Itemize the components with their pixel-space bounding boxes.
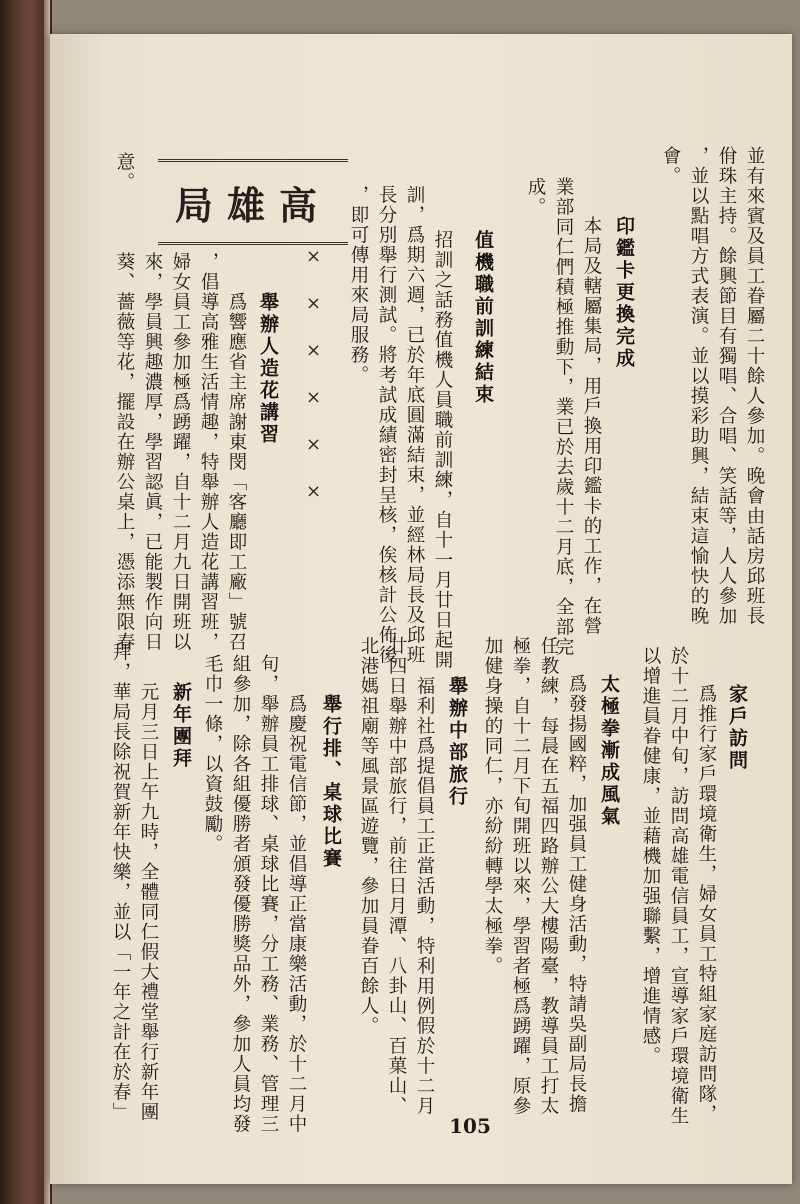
bureau-title-box <box>158 159 348 245</box>
book-page <box>50 34 792 1184</box>
flower-class-line: 意。 <box>114 152 135 192</box>
new-year-line: 拜，華局長除祝賀新年快樂，並以「一年之計在於春」 <box>110 642 131 1122</box>
section-heading-seal-card: 印鑑卡更換完成 <box>613 216 635 370</box>
ball-games-line: 旬，舉辦員工排球、桌球比賽，分工務、業務、管理三 <box>258 654 279 1134</box>
ball-games-line: 爲慶祝電信節，並倡導正當康樂活動，於十二月中 <box>286 694 307 1134</box>
intro-line: 並有來賓及員工眷屬二十餘人參加。晚會由話房邱班長 <box>744 146 765 626</box>
section-heading-trip: 舉辦中部旅行 <box>446 676 468 808</box>
operator-training-line: 招訓之話務值機人員職前訓練，自十一月廿日起開 <box>432 230 453 670</box>
section-heading-taichi: 太極拳漸成風氣 <box>598 674 620 828</box>
trip-line: 北港媽祖廟等風景區遊覽，參加員眷百餘人。 <box>358 636 379 1036</box>
trip-line: 廿四日舉辦中部旅行，前往日月潭、八卦山、百菓山、 <box>386 636 407 1116</box>
operator-training-line: ，即可傳用來局服務。 <box>348 185 369 385</box>
section-heading-operator-training: 值機職前訓練結束 <box>472 230 494 406</box>
flower-class-line: 婦女員工參加極爲踴躍，自十二月九日開班以 <box>170 252 191 652</box>
bureau-title: 高雄局 <box>174 183 331 228</box>
section-heading-new-year: 新年團拜 <box>170 682 192 770</box>
seal-card-line: 業部同仁們積極推動下，業已於去歲十二月底，全部完 <box>553 177 574 657</box>
section-divider-crosses: ×××××× <box>303 246 324 528</box>
ball-games-line: 毛巾一條，以資鼓勵。 <box>202 654 223 854</box>
home-visit-line: 於十二月中旬，訪問高雄電信員工，宣導家戶環境衛生 <box>668 646 689 1126</box>
operator-training-line: 訓，爲期六週，已於年底圓滿結束，並經林局長及邱班 <box>404 185 425 665</box>
page-number: 105 <box>449 1114 491 1138</box>
flower-class-line: 爲響應省主席謝東閔「客廳即工廠」號召 <box>226 292 247 652</box>
operator-training-line: 長分別舉行測試。將考試成績密封呈核，俟核計公佈後 <box>376 185 397 665</box>
taichi-line: 加健身操的同仁，亦紛紛轉學太極拳。 <box>482 636 503 976</box>
taichi-line: 極拳，自十二月下旬開班以來，學習者極爲踴躍，原參 <box>510 636 531 1116</box>
taichi-line: 爲發揚國粹，加强員工健身活動，特請吳副局長擔 <box>566 674 587 1114</box>
flower-class-line: 來，學員興趣濃厚，學習認眞，已能製作向日 <box>142 252 163 652</box>
new-year-line: 元月三日上午九時，全體同仁假大禮堂舉行新年團 <box>138 682 159 1122</box>
intro-line: ，並以點唱方式表演。並以摸彩助興，結束這愉快的晚 <box>688 146 709 626</box>
trip-line: 福利社爲提倡員工正當活動，特利用例假於十二月 <box>414 676 435 1116</box>
ball-games-line: 組參加，除各組優勝者頒發優勝獎品外，參加人員均發 <box>230 654 251 1134</box>
flower-class-line: ，倡導高雅生活情趣，特舉辦人造花講習班， <box>198 252 219 652</box>
intro-line: 會。 <box>660 146 681 186</box>
seal-card-line: 本局及轄屬集局，用戶換用印鑑卡的工作，在營 <box>581 216 602 636</box>
section-heading-home-visit: 家戶訪問 <box>726 684 748 772</box>
section-heading-ball-games: 舉行排、桌球比賽 <box>320 694 342 870</box>
seal-card-line: 成。 <box>525 177 546 217</box>
section-heading-flower-class: 舉辦人造花講習 <box>257 292 279 446</box>
taichi-line: 任教練，每晨在五福四路辦公大樓陽臺，教導員工打太 <box>538 636 559 1116</box>
home-visit-line: 以增進員眷健康，並藉機加强聯繫，增進情感。 <box>640 646 661 1066</box>
intro-line: 佾珠主持。餘興節目有獨唱、合唱、笑話等，人人參加 <box>716 146 737 626</box>
flower-class-line: 葵、薔薇等花，擺設在辦公桌上，憑添無限春 <box>114 252 135 652</box>
home-visit-line: 爲推行家戶環境衛生，婦女員工特組家庭訪問隊， <box>696 684 717 1124</box>
